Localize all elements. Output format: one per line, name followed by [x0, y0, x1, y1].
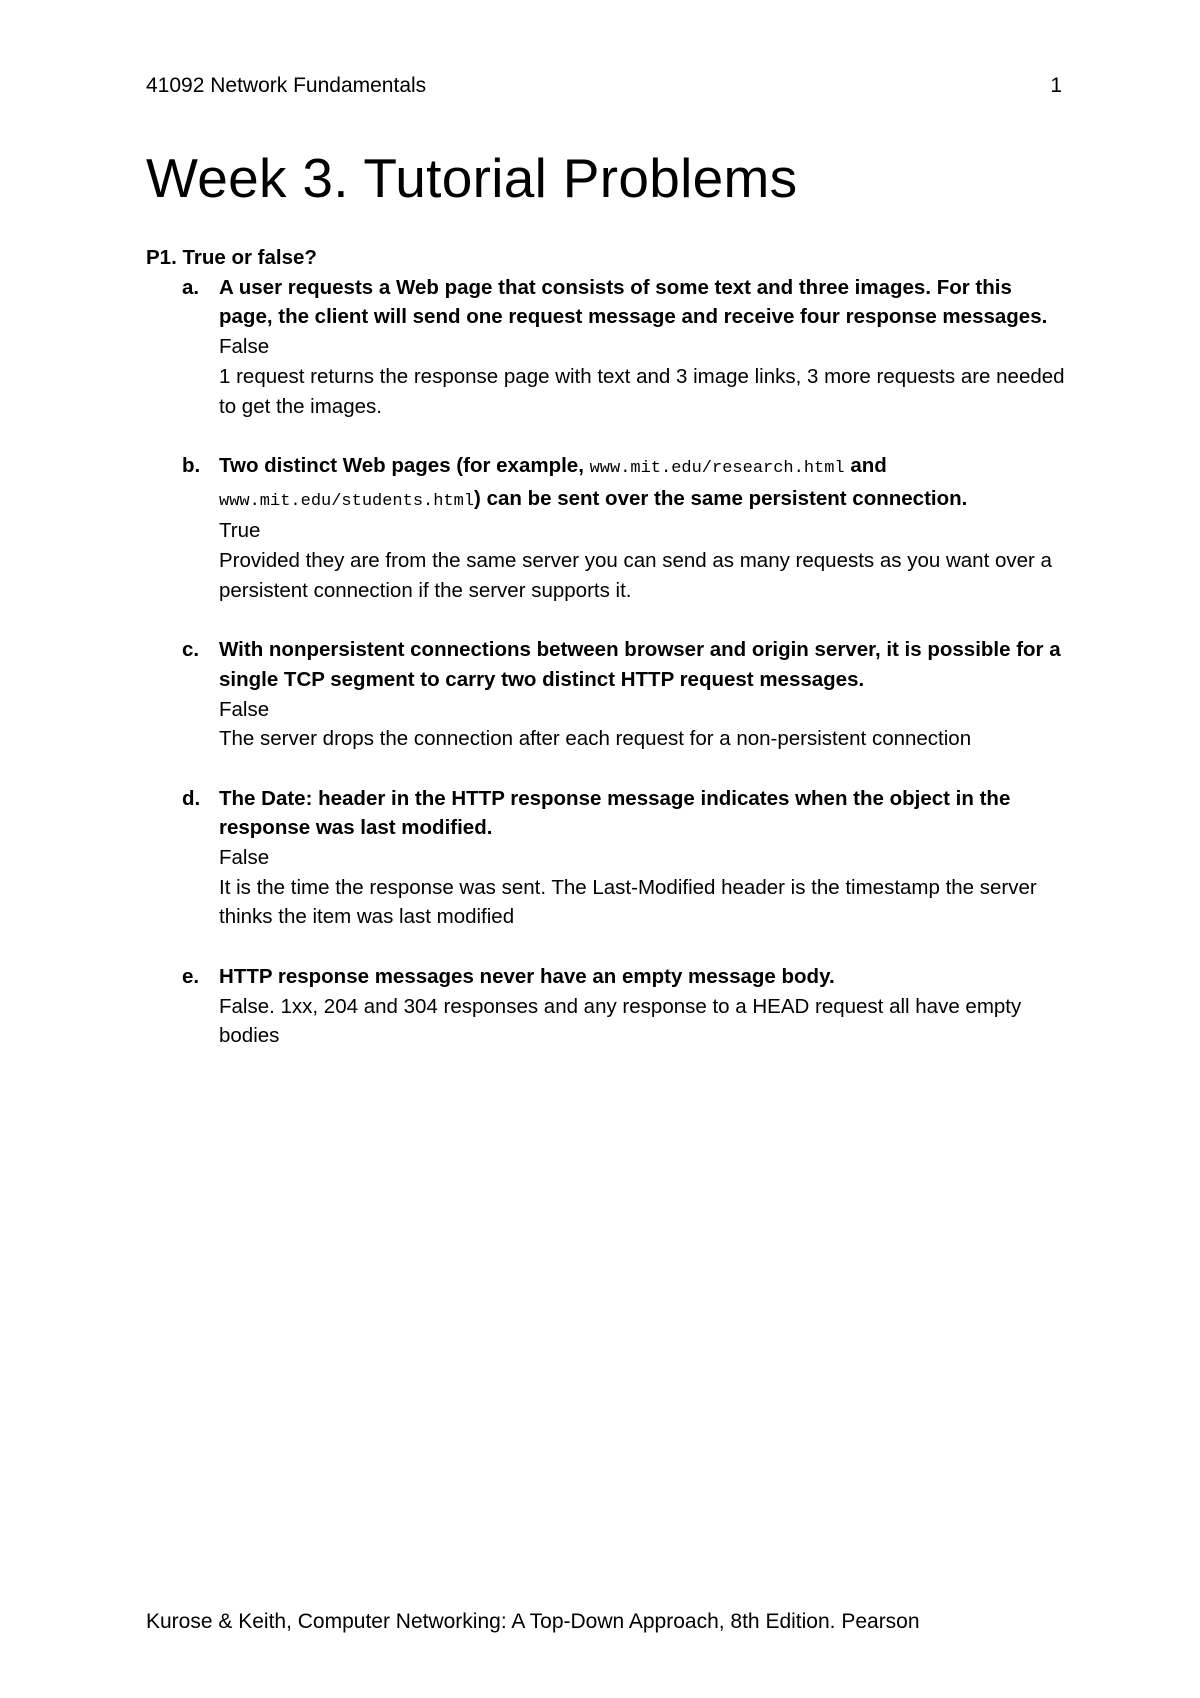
course-name: 41092 Network Fundamentals	[146, 74, 427, 97]
item-question: A user requests a Web page that consists of some text and three images. For this page, the client will send one request message and receive four response messages.	[219, 275, 1048, 329]
question-text: and	[844, 453, 887, 477]
item-letter: b.	[182, 453, 201, 477]
problem-item-b	[146, 451, 1066, 606]
item-question: With nonpersistent connections between browser and origin server, it is possible for a single TCP segment to carry two distinct HTTP request messages.	[219, 638, 1061, 691]
page-header	[146, 74, 1062, 98]
problem-content	[146, 243, 1066, 1081]
item-explanation: The server drops the connection after each request for a non-persistent connection	[219, 727, 972, 751]
item-letter: d.	[182, 786, 201, 810]
problem-item-a	[146, 273, 1066, 422]
item-verdict: False	[219, 335, 270, 359]
question-text: ) can be sent over the same persistent connection.	[474, 486, 968, 510]
problem-item-e	[146, 962, 1066, 1051]
item-explanation: Provided they are from the same server you can send as many requests as you want over a persistent connection if the server supports it.	[219, 549, 1052, 602]
problem-item-c	[146, 635, 1066, 754]
item-verdict: False	[219, 846, 270, 870]
page-number: 1	[1050, 74, 1062, 97]
page-footer: Kurose & Keith, Computer Networking: A Top-Down Approach, 8th Edition. Pearson	[146, 1610, 920, 1633]
item-question: HTTP response messages never have an empty message body.	[219, 964, 835, 988]
problem-heading: P1. True or false?	[146, 246, 317, 269]
item-letter: c.	[182, 638, 200, 662]
item-verdict: False	[219, 697, 270, 721]
item-question	[219, 451, 1066, 516]
item-letter: e.	[182, 964, 200, 988]
url-research: www.mit.edu/research.html	[589, 458, 845, 478]
item-explanation: 1 request returns the response page with text and 3 image links, 3 more requests are needed to get the images.	[219, 364, 1065, 418]
item-question: The Date: header in the HTTP response message indicates when the object in the response was last modified.	[219, 786, 1011, 840]
item-explanation: It is the time the response was sent. The Last-Modified header is the timestamp the server thinks the item was last modified	[219, 875, 1037, 929]
url-students: www.mit.edu/students.html	[219, 491, 475, 511]
page-title: Week 3. Tutorial Problems	[146, 147, 798, 209]
problem-item-d	[146, 784, 1066, 933]
item-explanation: False. 1xx, 204 and 304 responses and any response to a HEAD request all have empty bodies	[219, 994, 1022, 1048]
question-text: Two distinct Web pages (for example,	[219, 453, 590, 477]
item-verdict: True	[219, 519, 261, 543]
item-letter: a.	[182, 275, 200, 299]
